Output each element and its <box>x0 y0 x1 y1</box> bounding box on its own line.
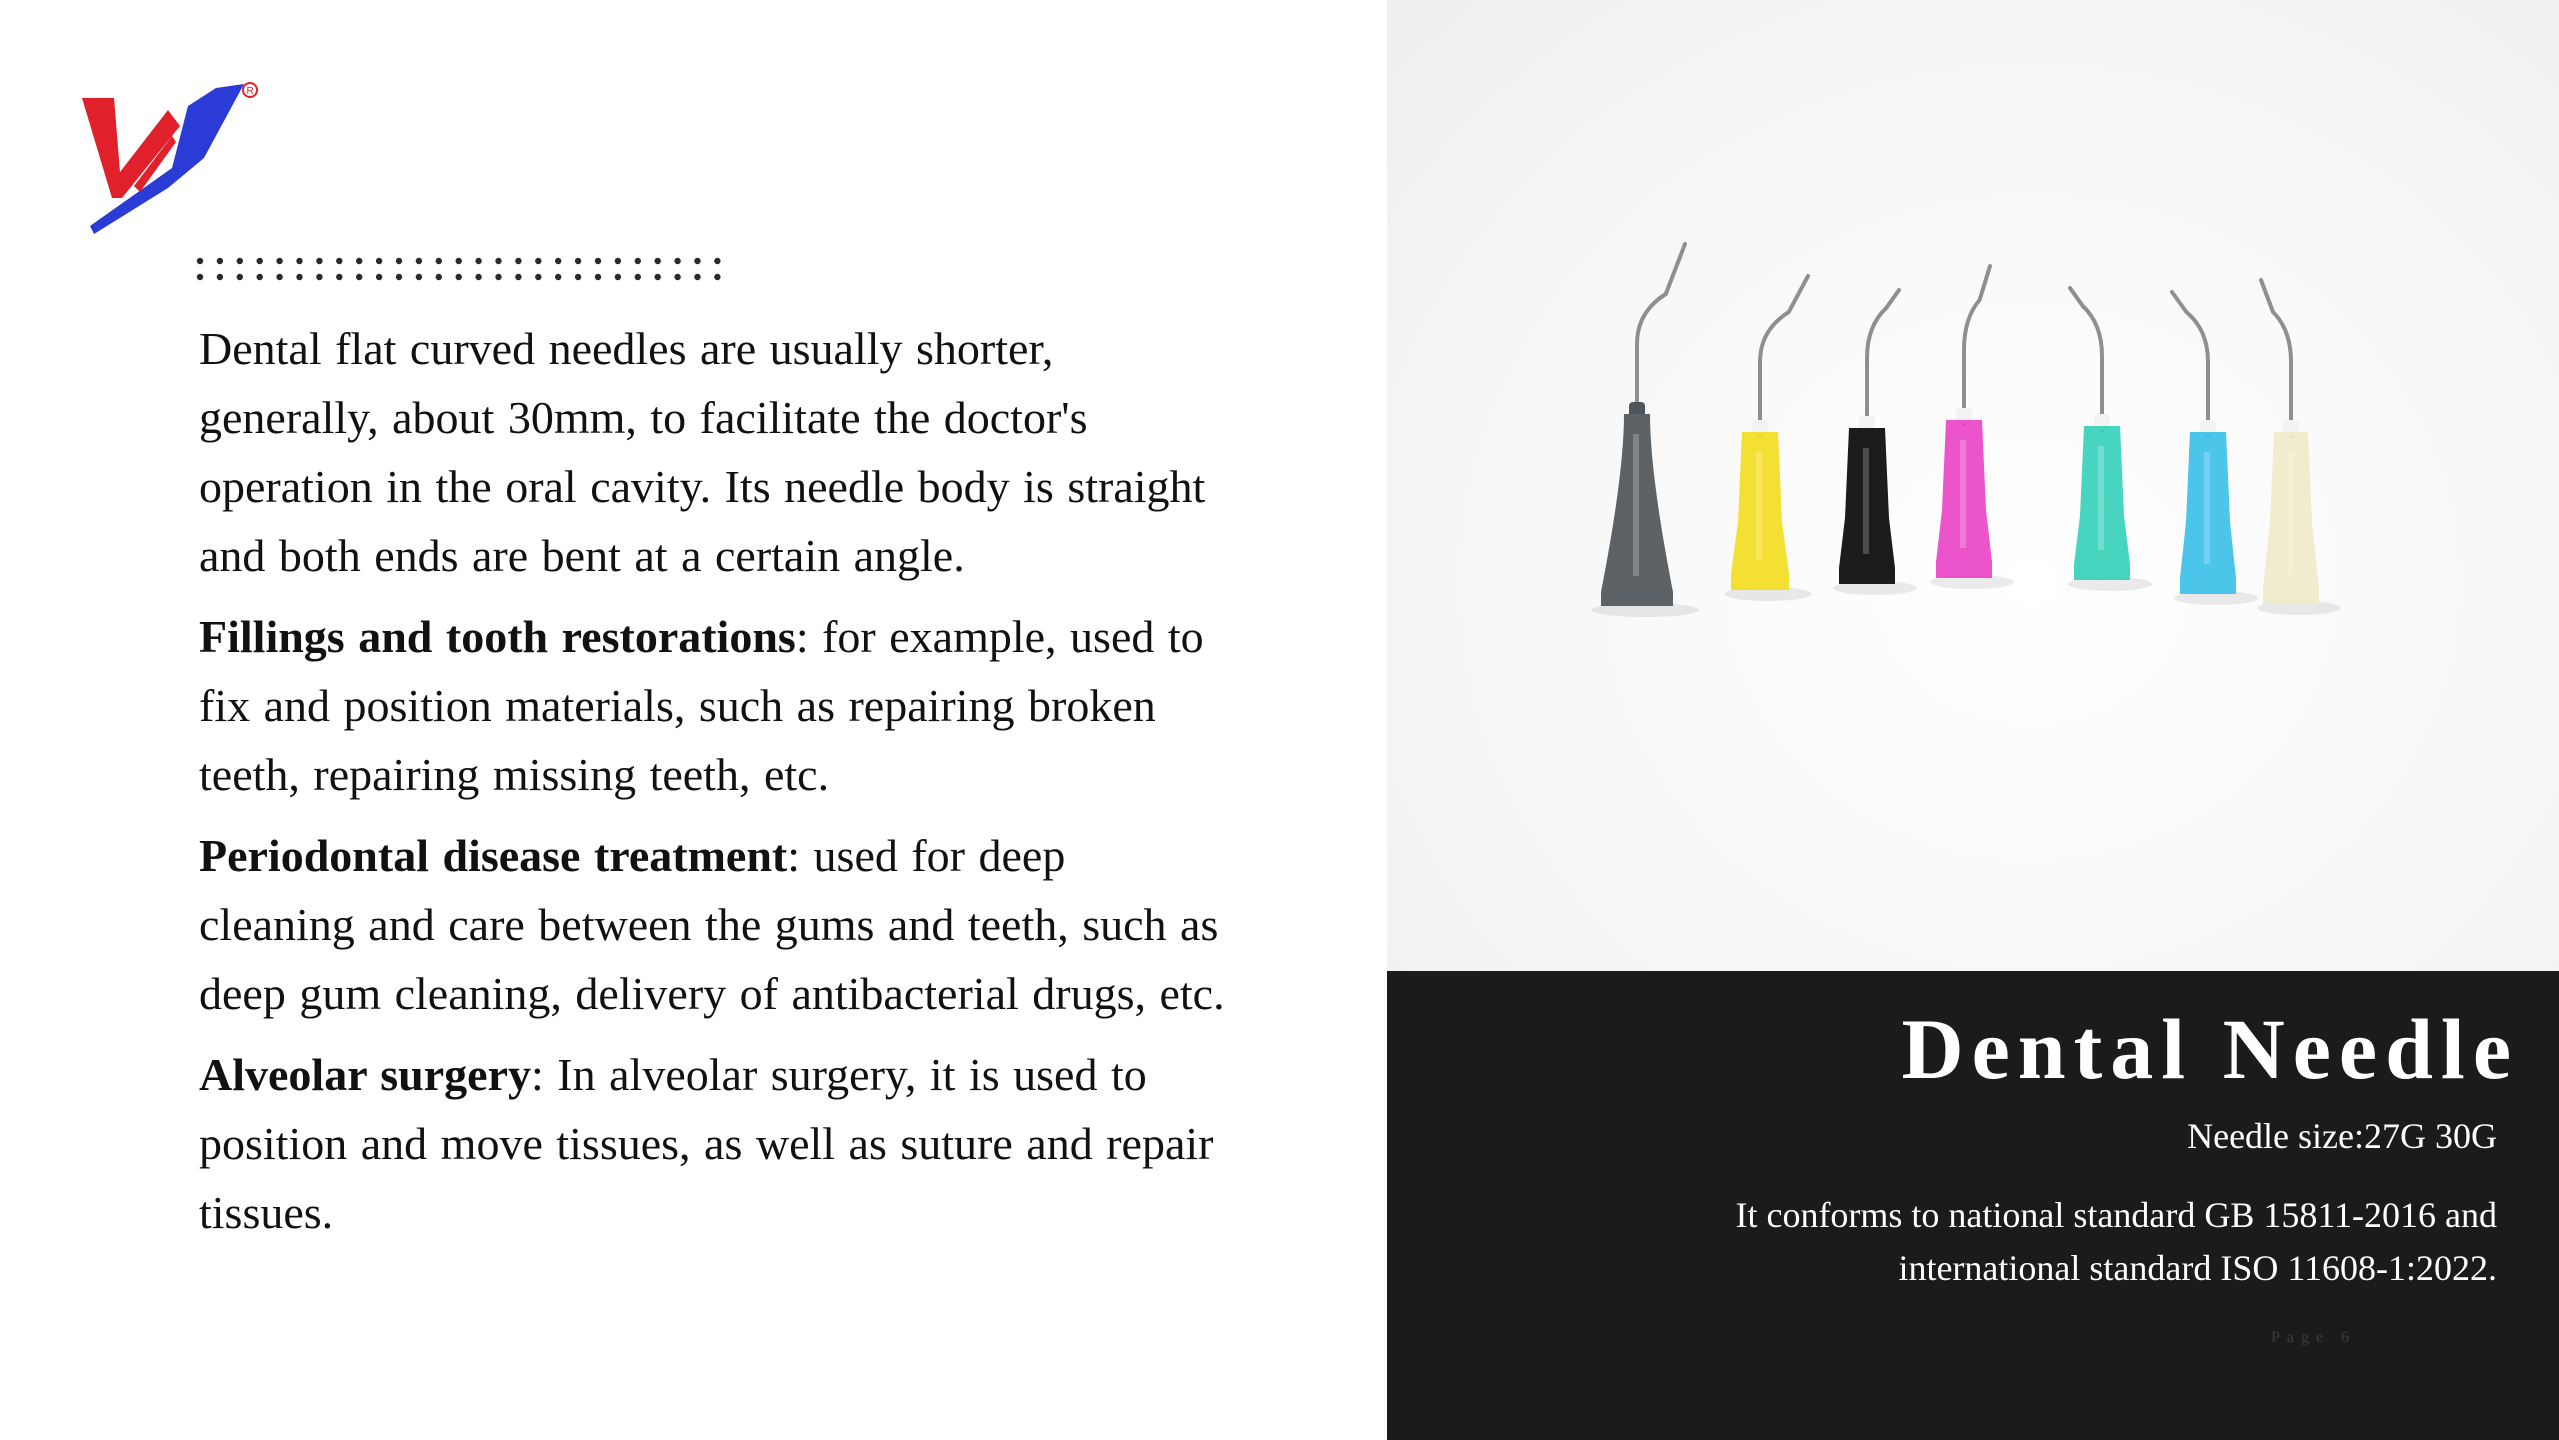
needle-highlight <box>1863 448 1869 554</box>
decor-dot <box>655 258 661 264</box>
logo-mark-icon <box>76 76 266 236</box>
decor-dot <box>475 274 481 280</box>
needle-shaft <box>1867 290 1899 432</box>
decor-dot <box>376 274 382 280</box>
decor-dot <box>615 274 621 280</box>
needle-item <box>1833 290 1917 595</box>
decor-dot <box>456 258 462 264</box>
decor-dot <box>237 274 243 280</box>
needle-highlight <box>2098 446 2104 550</box>
product-title: Dental Needle <box>1901 1001 2519 1097</box>
decor-dot <box>555 274 561 280</box>
decor-dot <box>217 258 223 264</box>
needle-highlight <box>1633 434 1639 576</box>
decor-dot <box>714 274 720 280</box>
decor-dot <box>396 274 402 280</box>
decor-dot <box>197 274 203 280</box>
decor-dot <box>336 258 342 264</box>
use-text: : used for deep cleaning and care between the gums and teeth, such as deep gum cleaning, delivery of antibacterial drugs, etc. <box>199 830 1225 1019</box>
decor-dot <box>694 258 700 264</box>
decor-dot <box>615 258 621 264</box>
decor-dot <box>635 274 641 280</box>
use-fillings <box>199 602 1229 809</box>
decor-dot <box>436 258 442 264</box>
decor-dot <box>436 274 442 280</box>
decor-dot <box>296 274 302 280</box>
decor-dot <box>257 274 263 280</box>
decor-dot <box>475 258 481 264</box>
standards-text: It conforms to national standard GB 15811-2016 and international standard ISO 11608-1:2022. <box>1735 1195 2497 1288</box>
needle-highlight <box>2287 452 2293 574</box>
decor-dot <box>197 258 203 264</box>
decor-dot <box>416 274 422 280</box>
decor-dot <box>495 258 501 264</box>
decor-dot <box>257 258 263 264</box>
decor-dot <box>376 258 382 264</box>
decor-dot <box>515 258 521 264</box>
decor-dot <box>396 258 402 264</box>
use-alveolar <box>199 1040 1229 1247</box>
use-text: : In alveolar surgery, it is used to position and move tissues, as well as suture and repair tissues. <box>199 1049 1214 1238</box>
needles-illustration <box>1387 0 2559 971</box>
needle-item <box>1591 244 1699 617</box>
product-info-panel <box>1387 971 2559 1440</box>
decor-dot <box>575 274 581 280</box>
use-periodontal <box>199 821 1229 1028</box>
decor-dot <box>456 274 462 280</box>
decor-dot <box>495 274 501 280</box>
needle-item <box>2068 288 2152 591</box>
decor-dot <box>714 258 720 264</box>
decor-dot <box>296 258 302 264</box>
decor-dot <box>237 258 243 264</box>
needle-shaft <box>1637 244 1685 418</box>
decor-dot <box>316 274 322 280</box>
use-term: Periodontal disease treatment <box>199 830 788 881</box>
decor-dot <box>635 258 641 264</box>
needle-item <box>1930 266 2014 589</box>
decorative-dot-grid <box>196 252 736 286</box>
needle-item <box>1725 276 1812 601</box>
needle-highlight <box>1960 440 1966 548</box>
needle-shaft <box>2172 292 2208 436</box>
decor-dot <box>535 274 541 280</box>
decor-dot <box>674 274 680 280</box>
brand-logo <box>76 76 266 236</box>
decor-dot <box>336 274 342 280</box>
decor-dot <box>356 258 362 264</box>
intro-paragraph: Dental flat curved needles are usually shorter, generally, about 30mm, to facilitate the doctor's operation in the oral cavity. Its needle body is straight and both ends are bent at a certain angle. <box>199 323 1206 581</box>
decor-dot <box>655 274 661 280</box>
decor-dot <box>555 258 561 264</box>
decor-dot <box>694 274 700 280</box>
decor-dot <box>595 258 601 264</box>
needle-highlight <box>1756 452 1762 560</box>
decor-dot <box>515 274 521 280</box>
decor-dot <box>217 274 223 280</box>
needle-highlight <box>2204 452 2210 564</box>
needle-shaft <box>2261 280 2291 436</box>
page-number: Page 6 <box>2271 1329 2357 1346</box>
registered-mark: R <box>246 86 254 97</box>
use-term: Alveolar surgery <box>199 1049 532 1100</box>
decor-dot <box>595 274 601 280</box>
needle-shaft <box>1760 276 1808 436</box>
description-block <box>199 314 1229 1259</box>
needle-shaft <box>2070 288 2102 430</box>
decor-dot <box>276 274 282 280</box>
use-term: Fillings and tooth restorations <box>199 611 796 662</box>
decor-dot <box>316 258 322 264</box>
use-text: : for example, used to fix and position materials, such as repairing broken teeth, repairing missing teeth, etc. <box>199 611 1204 800</box>
needle-item <box>2257 280 2341 615</box>
needle-item <box>2172 292 2258 605</box>
product-photo <box>1387 0 2559 971</box>
decor-dot <box>575 258 581 264</box>
decor-dot <box>356 274 362 280</box>
decor-dot <box>535 258 541 264</box>
needle-shaft <box>1964 266 1990 424</box>
needle-size-text: Needle size:27G 30G <box>2187 1116 2497 1156</box>
decor-dot <box>276 258 282 264</box>
decor-dot <box>674 258 680 264</box>
decor-dot <box>416 258 422 264</box>
